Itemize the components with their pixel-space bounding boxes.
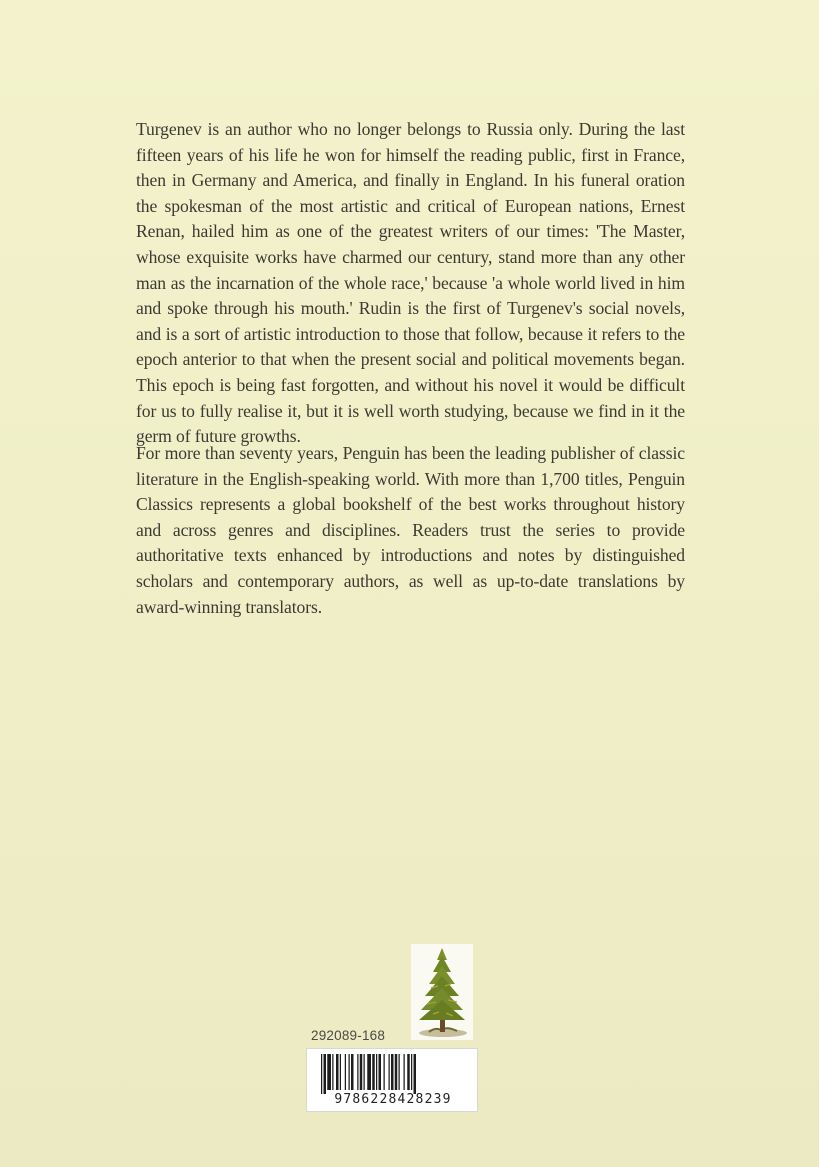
- isbn-barcode: [306, 1048, 478, 1112]
- barcode-bar: [411, 1054, 412, 1090]
- barcode-bar: [364, 1054, 365, 1090]
- barcode-bar: [357, 1054, 358, 1090]
- barcode-bar: [321, 1054, 322, 1094]
- barcode-bar: [379, 1054, 382, 1090]
- catalog-number: 292089-168: [311, 1028, 386, 1043]
- pine-tree-icon: [411, 944, 473, 1040]
- barcode-bar: [389, 1054, 390, 1090]
- barcode-bar: [395, 1054, 398, 1090]
- book-description: Turgenev is an author who no longer belongs to Russia only. During the last fifteen years of his life he won for himself the reading public, first in France, then in Germany and America, and finally in England. In his funeral oration the spokesman of the most artistic and critical of European nations, Ernest Renan, hailed him as one of the greatest writers of our times: 'The Master, whose exquisite works have charmed our century, stand more than any other man as the incarnation of the whole race,' because 'a whole world lived in him and spoke through his mouth.' Rudin is the first of Turgenev's social novels, and is a sort of artistic introduction to those that follow, because it refers to the epoch anterior to that when the present social and political movements began. This epoch is being fast forgotten, and without his novel it would be difficult for us to fully realise it, but it is well worth studying, because we find in it the germ of future growths.: [136, 119, 685, 447]
- publisher-logo: [411, 944, 473, 1040]
- barcode-bar: [372, 1054, 375, 1090]
- barcode-bar: [414, 1054, 417, 1094]
- barcode-bar: [327, 1054, 331, 1090]
- isbn-digits: 9786228428239: [334, 1092, 452, 1107]
- barcode-bar: [345, 1054, 346, 1090]
- barcode-bar: [367, 1054, 371, 1090]
- barcode-bar: [332, 1054, 333, 1090]
- barcode-bar: [404, 1054, 405, 1090]
- barcode-bar: [336, 1054, 339, 1090]
- barcode-bar: [351, 1054, 354, 1090]
- barcode-bar: [376, 1054, 377, 1090]
- publisher-blurb: For more than seventy years, Penguin has been the leading publisher of classic literature in the English-speaking world. With more than 1,700 titles, Penguin Classics represents a global bookshelf of the best works throughout history and across genres and disciplines. Readers trust the series to provide authoritative texts enhanced by introductions and notes by distinguished scholars and contemporary authors, as well as up-to-date translations by award-winning translators.: [136, 443, 685, 617]
- barcode-bar: [324, 1054, 327, 1094]
- barcode-bar: [360, 1054, 363, 1090]
- barcode-bar: [349, 1054, 350, 1090]
- barcode-bar: [391, 1054, 394, 1090]
- barcode-bar: [340, 1054, 341, 1090]
- barcode-bar: [407, 1054, 410, 1090]
- barcode-bar: [399, 1054, 400, 1090]
- barcode-bar: [384, 1054, 385, 1090]
